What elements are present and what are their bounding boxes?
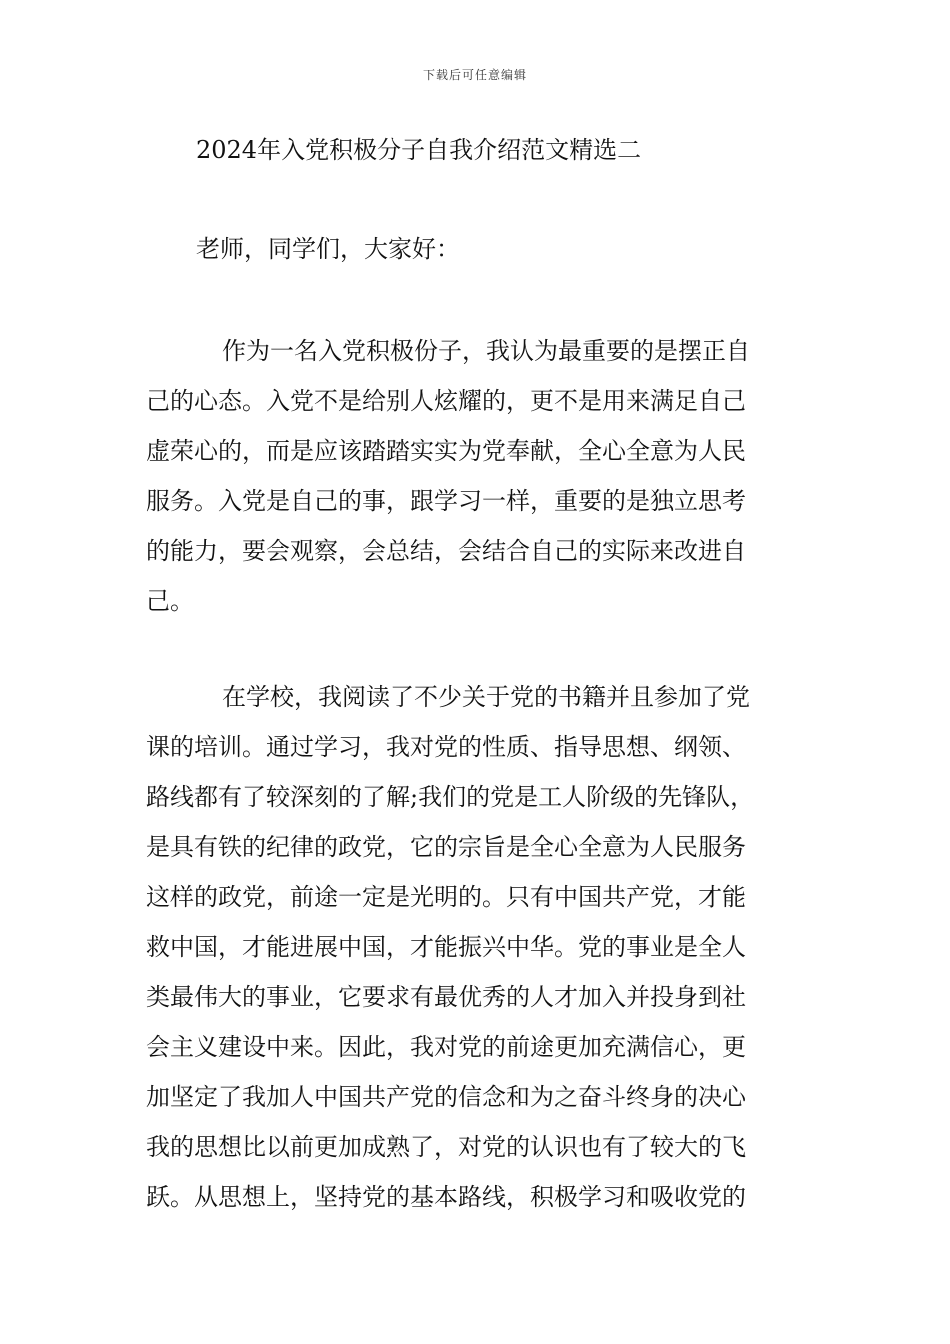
header-note: 下载后可任意编辑: [422, 68, 527, 82]
paragraph-line: 己的心态。入党不是给别人炫耀的，更不是用来满足自己: [146, 387, 746, 415]
paragraph-2: [146, 672, 810, 1222]
paragraph-line: 在学校，我阅读了不少关于党的书籍并且参加了党: [222, 683, 750, 711]
paragraph-line: 己。: [146, 587, 194, 615]
paragraph-line: 是具有铁的纪律的政党，它的宗旨是全心全意为人民服务: [146, 833, 746, 861]
paragraph-line: 课的培训。通过学习，我对党的性质、指导思想、纲领、: [146, 733, 746, 761]
paragraph-line: 救中国，才能进展中国，才能振兴中华。党的事业是全人: [146, 933, 746, 961]
paragraph-line: 服务。入党是自己的事，跟学习一样，重要的是独立思考: [146, 487, 746, 515]
greeting-line: 老师，同学们，大家好：: [196, 235, 460, 263]
paragraph-line: 跃。从思想上，坚持党的基本路线，积极学习和吸收党的: [146, 1183, 746, 1211]
paragraph-1: [146, 326, 810, 626]
paragraph-line: 类最伟大的事业，它要求有最优秀的人才加入并投身到社: [146, 983, 746, 1011]
paragraph-line: 加坚定了我加人中国共产党的信念和为之奋斗终身的决心: [146, 1083, 746, 1111]
paragraph-line: 虚荣心的，而是应该踏踏实实为党奉献，全心全意为人民: [146, 437, 746, 465]
paragraph-line: 的能力，要会观察，会总结，会结合自己的实际来改进自: [146, 537, 746, 565]
document-title: 2024年入党积极分子自我介绍范文精选二: [196, 136, 642, 164]
paragraph-line: 会主义建设中来。因此，我对党的前途更加充满信心，更: [146, 1033, 746, 1061]
paragraph-line: 路线都有了较深刻的了解;我们的党是工人阶级的先锋队，: [146, 783, 755, 811]
paragraph-line: 作为一名入党积极份子，我认为最重要的是摆正自: [222, 337, 750, 365]
paragraph-line: 这样的政党，前途一定是光明的。只有中国共产党，才能: [146, 883, 746, 911]
paragraph-line: 我的思想比以前更加成熟了，对党的认识也有了较大的飞: [146, 1133, 746, 1161]
